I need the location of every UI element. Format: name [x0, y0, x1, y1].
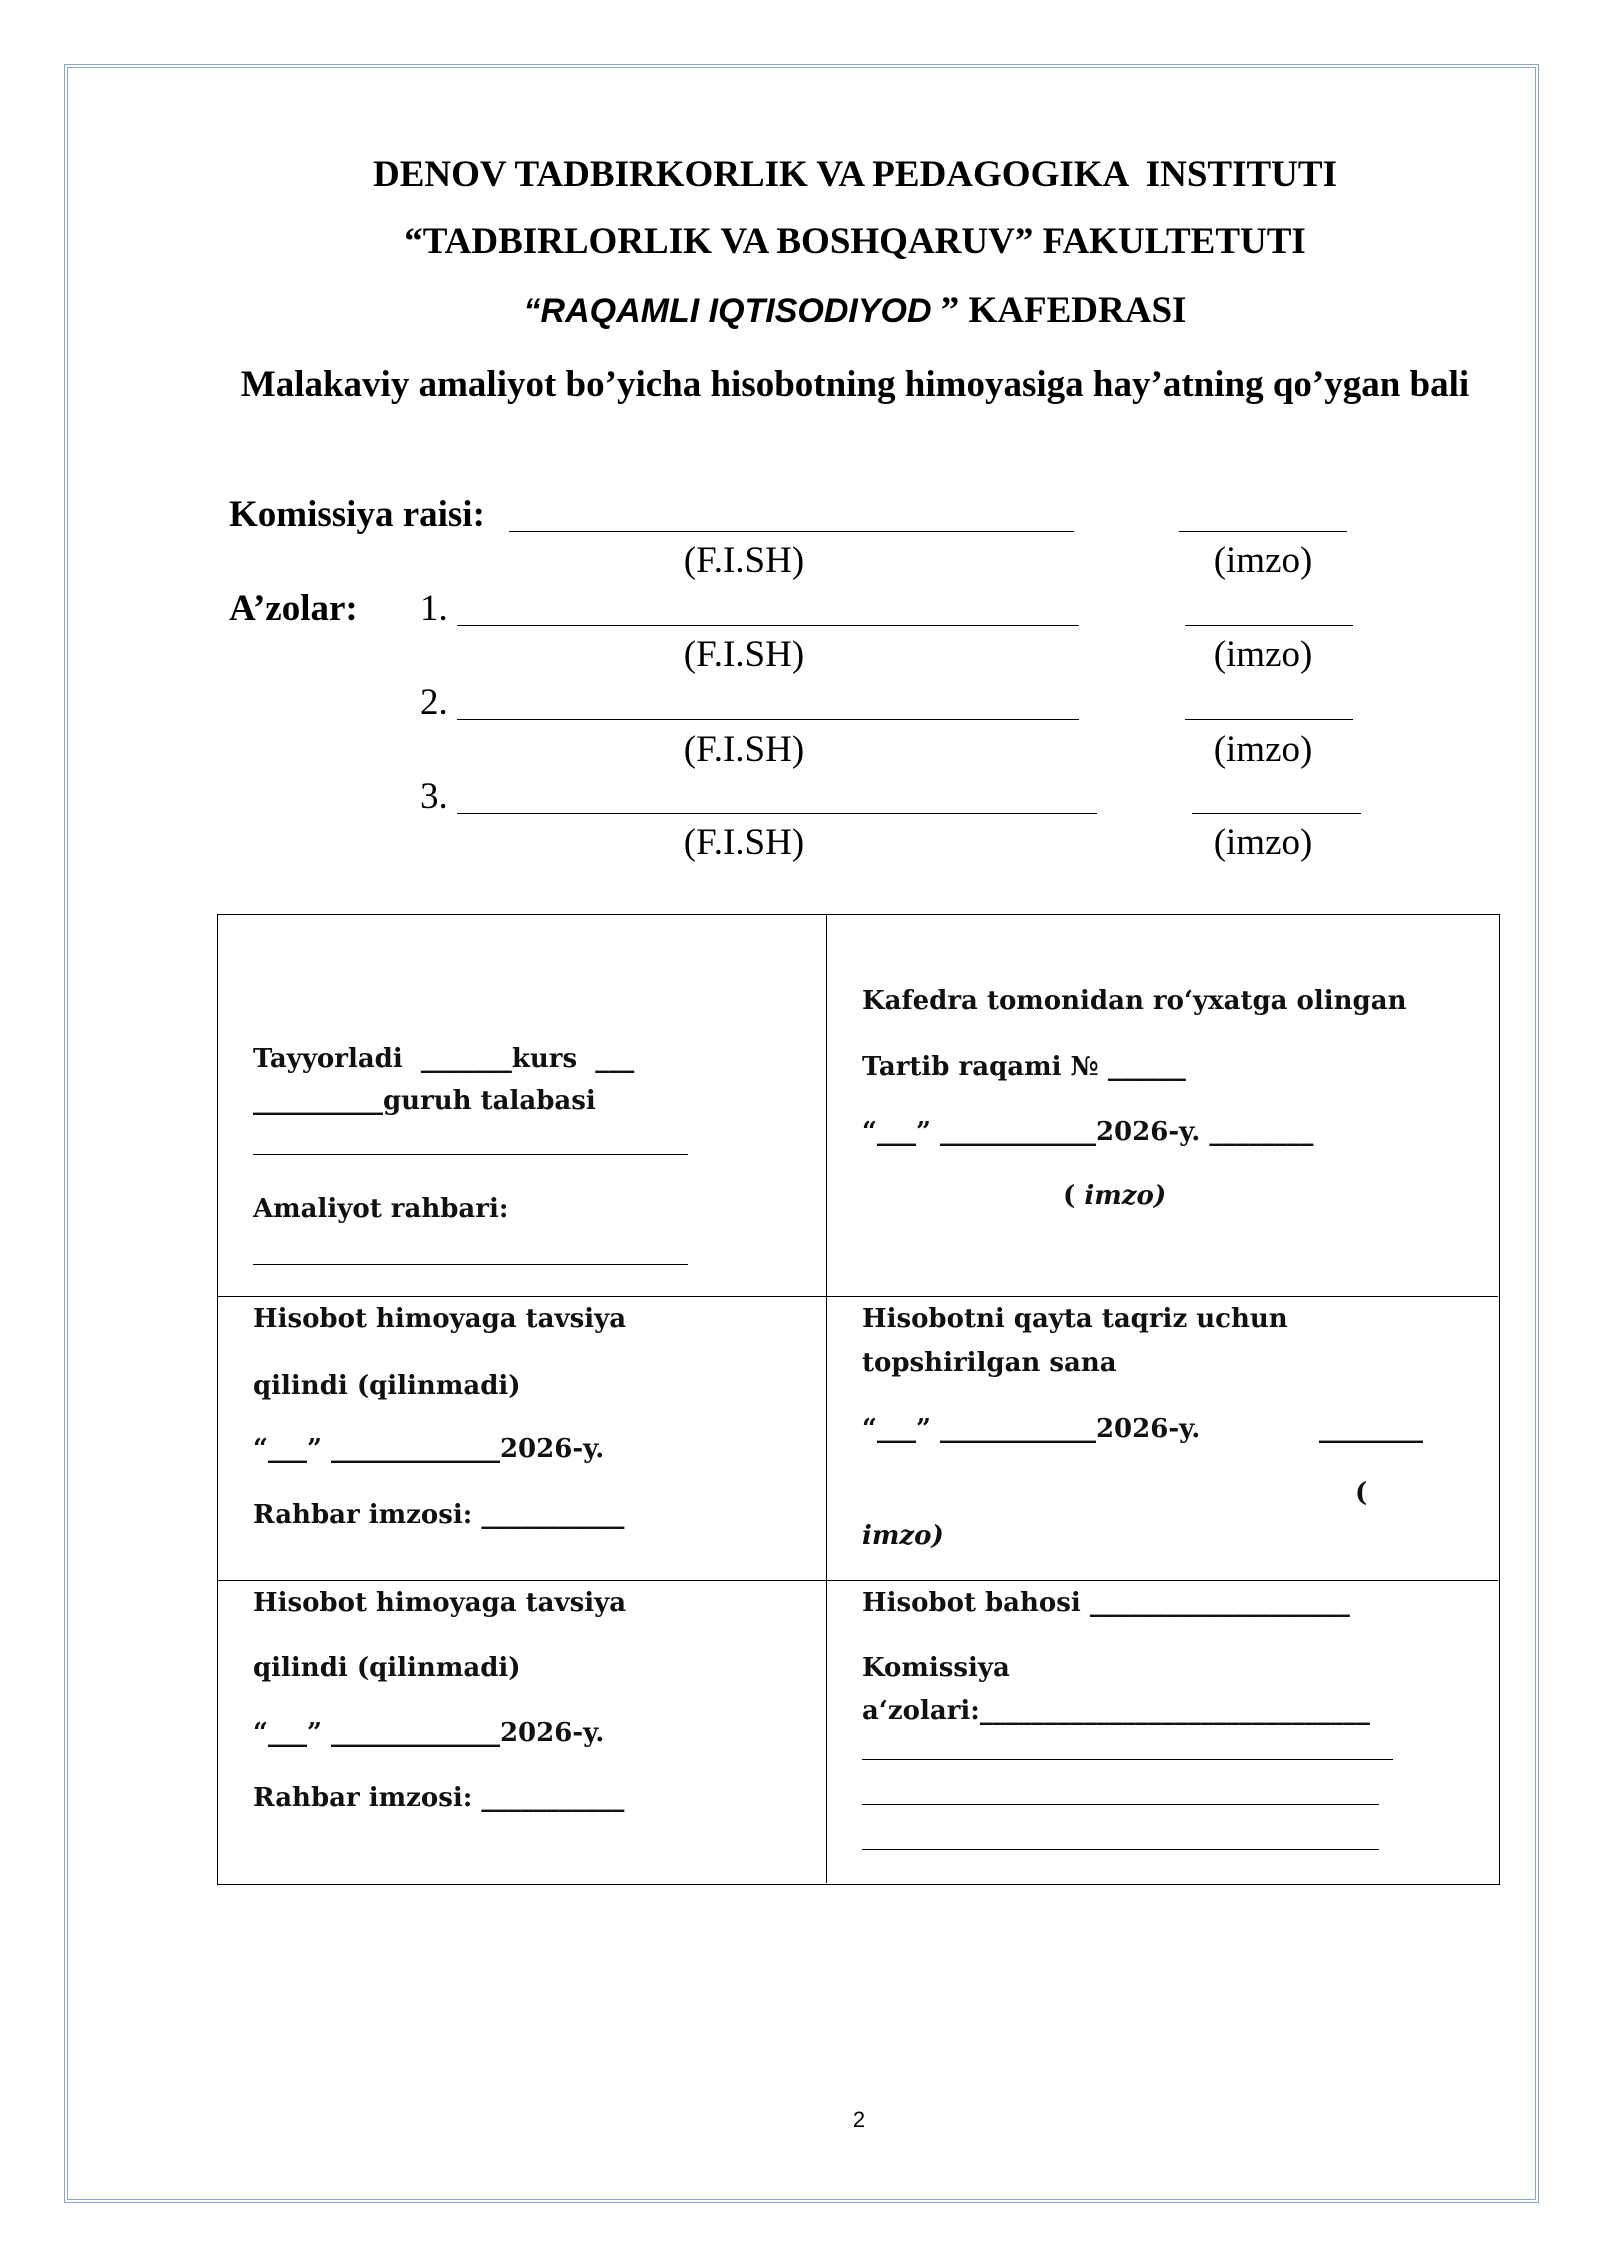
student-name-blank-line — [253, 1154, 688, 1155]
report-grade-line: Hisobot bahosi ____________________ — [862, 1588, 1350, 1618]
chair-name-blank-line — [509, 531, 1074, 532]
faculty-title: “TADBIRLORLIK VA BOSHQARUV” FAKULTETUTI — [404, 221, 1306, 262]
grade-cell — [827, 1581, 1498, 1883]
resubmission-signature-blank: ________ — [1319, 1414, 1423, 1444]
registration-date-line: “___” ____________2026-y. ________ — [862, 1117, 1314, 1147]
recommendation-cell — [218, 1297, 827, 1581]
registration-label: Kafedra tomonidan ro‘yxatga olingan — [862, 986, 1407, 1016]
recommendation-line: Hisobot himoyaga tavsiya — [253, 1588, 627, 1618]
supervisor-label: Amaliyot rahbari: — [253, 1194, 509, 1224]
supervisor-signature-line: Rahbar imzosi: ___________ — [253, 1783, 625, 1813]
prepared-by-line: Tayyorladi _______kurs ___ — [253, 1044, 635, 1074]
member-name-blank-line — [457, 813, 1097, 814]
registration-cell — [827, 915, 1498, 1297]
recommendation-line: Hisobot himoyaga tavsiya — [253, 1304, 627, 1334]
signature-caption: (imzo) — [1213, 634, 1313, 675]
commission-member-blank-line — [862, 1804, 1379, 1805]
commission-members-line: a‘zolari:______________________________ — [862, 1696, 1370, 1726]
signature-open-paren: ( — [1063, 1181, 1085, 1211]
resubmission-label-cont: topshirilgan sana — [862, 1348, 1117, 1378]
recommendation-date-line: “___” _____________2026-y. — [253, 1434, 605, 1464]
recommendation-date-line: “___” _____________2026-y. — [253, 1718, 605, 1748]
member-signature-blank-line — [1185, 719, 1353, 720]
supervisor-signature-line: Rahbar imzosi: ___________ — [253, 1500, 625, 1530]
member-name-blank-line — [457, 625, 1079, 626]
group-line: __________guruh talabasi — [253, 1086, 596, 1116]
recommendation-status-line: qilindi (qilinmadi) — [253, 1653, 521, 1683]
signature-caption: (imzo) — [1213, 540, 1313, 581]
department-title — [200, 289, 1510, 333]
member-number: 3. — [420, 776, 448, 817]
resubmission-label: Hisobotni qayta taqriz uchun — [862, 1304, 1288, 1334]
signature-word: imzo) — [1084, 1181, 1167, 1211]
chair-label: Komissiya raisi: — [229, 494, 485, 535]
signature-caption — [1063, 1179, 1166, 1213]
members-label: A’zolar: — [229, 588, 358, 629]
supervisor-name-blank-line — [253, 1264, 688, 1265]
commission-member-blank-line — [862, 1849, 1379, 1850]
chair-signature-blank-line — [1179, 531, 1347, 532]
resubmission-date-line: “___” ____________2026-y. — [862, 1414, 1201, 1444]
recommendation-status-line: qilindi (qilinmadi) — [253, 1371, 521, 1401]
name-caption: (F.I.SH) — [683, 634, 805, 675]
name-caption: (F.I.SH) — [683, 540, 805, 581]
member-name-blank-line — [457, 719, 1079, 720]
serial-number-line: Tartib raqami № ______ — [862, 1052, 1186, 1082]
name-caption: (F.I.SH) — [683, 822, 805, 863]
institute-title: DENOV TADBIRKORLIK VA PEDAGOGIKA INSTITUTI — [373, 154, 1337, 195]
commission-label: Komissiya — [862, 1653, 1010, 1683]
member-number: 2. — [420, 682, 448, 723]
form-table — [217, 914, 1500, 1885]
department-suffix: ” KAFEDRASI — [931, 290, 1187, 331]
document-subtitle: Malakaviy amaliyot bo’yicha hisobotning himoyasiga hay’atning qo’ygan bali — [240, 364, 1470, 405]
resubmission-cell — [827, 1297, 1498, 1581]
signature-caption: (imzo) — [1213, 822, 1313, 863]
department-name: “RAQAMLI IQTISODIYOD — [523, 292, 932, 330]
name-caption: (F.I.SH) — [683, 729, 805, 770]
member-signature-blank-line — [1185, 625, 1353, 626]
signature-word: imzo) — [862, 1521, 944, 1551]
commission-member-blank-line — [862, 1759, 1393, 1760]
page-number: 2 — [852, 2107, 866, 2132]
signature-open-paren: ( — [1355, 1478, 1368, 1508]
member-signature-blank-line — [1192, 813, 1361, 814]
signature-caption: (imzo) — [1213, 729, 1313, 770]
prepared-by-cell — [218, 915, 827, 1297]
recommendation-cell — [218, 1581, 827, 1883]
member-number: 1. — [420, 588, 448, 629]
